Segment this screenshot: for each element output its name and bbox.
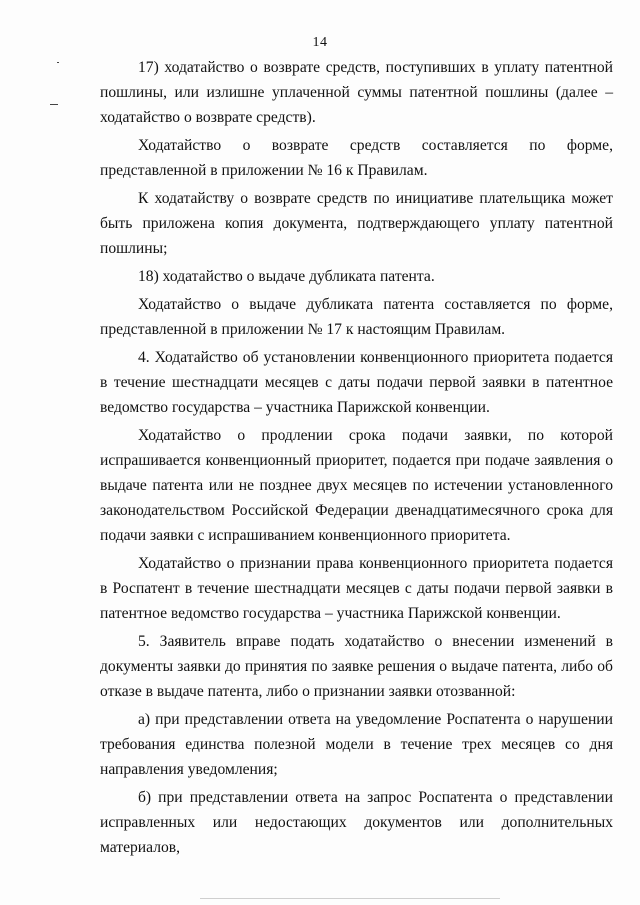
scan-mark xyxy=(57,62,59,63)
document-body xyxy=(100,55,613,863)
page-number: 14 xyxy=(312,35,328,50)
paragraph-extension: Ходатайство о продлении срока подачи заявки, по которой испрашивается конвенционный приоритет, подается при подаче заявления о выдаче патента или не позднее двух месяцев по истечении установленного законодательством Российской Федерации двенадцатимесячного срока для подачи заявки с испрашиванием конвенционного приоритета. xyxy=(100,427,613,544)
paragraph-item-18: 18) ходатайство о выдаче дубликата патента. xyxy=(138,268,435,285)
paragraph-subitem-a: а) при представлении ответа на уведомление Роспатента о нарушении требования единства полезной модели в течение трех месяцев со дня направления уведомления; xyxy=(100,711,613,778)
paragraph-item-17: 17) ходатайство о возврате средств, поступивших в уплату патентной пошлины, или излишне уплаченной суммы патентной пошлины (далее – ходатайство о возврате средств). xyxy=(100,59,613,126)
scan-edge xyxy=(200,898,500,899)
scan-mark xyxy=(50,104,58,105)
paragraph-priority-recognition: Ходатайство о признании права конвенционного приоритета подается в Роспатент в течение шестнадцати месяцев с даты подачи первой заявки в патентное ведомство государства – участника Парижской конвенции. xyxy=(100,555,613,622)
paragraph-subitem-b: б) при представлении ответа на запрос Роспатента о представлении исправленных или недостающих документов или дополнительных материалов, xyxy=(100,789,613,856)
paragraph-section-5: 5. Заявитель вправе подать ходатайство о внесении изменений в документы заявки до принятия по заявке решения о выдаче патента, либо об отказе в выдаче патента, либо о признании заявки отозванной: xyxy=(100,633,613,700)
paragraph-refund-attachment: К ходатайству о возврате средств по инициативе плательщика может быть приложена копия документа, подтверждающего уплату патентной пошлины; xyxy=(100,190,613,257)
paragraph-section-4: 4. Ходатайство об установлении конвенционного приоритета подается в течение шестнадцати месяцев с даты подачи первой заявки в патентное ведомство государства – участника Парижской конвенции. xyxy=(100,349,613,416)
paragraph-refund-form: Ходатайство о возврате средств составляется по форме, представленной в приложении № 16 к Правилам. xyxy=(100,137,613,179)
paragraph-duplicate-form: Ходатайство о выдаче дубликата патента составляется по форме, представленной в приложении № 17 к настоящим Правилам. xyxy=(100,296,613,338)
